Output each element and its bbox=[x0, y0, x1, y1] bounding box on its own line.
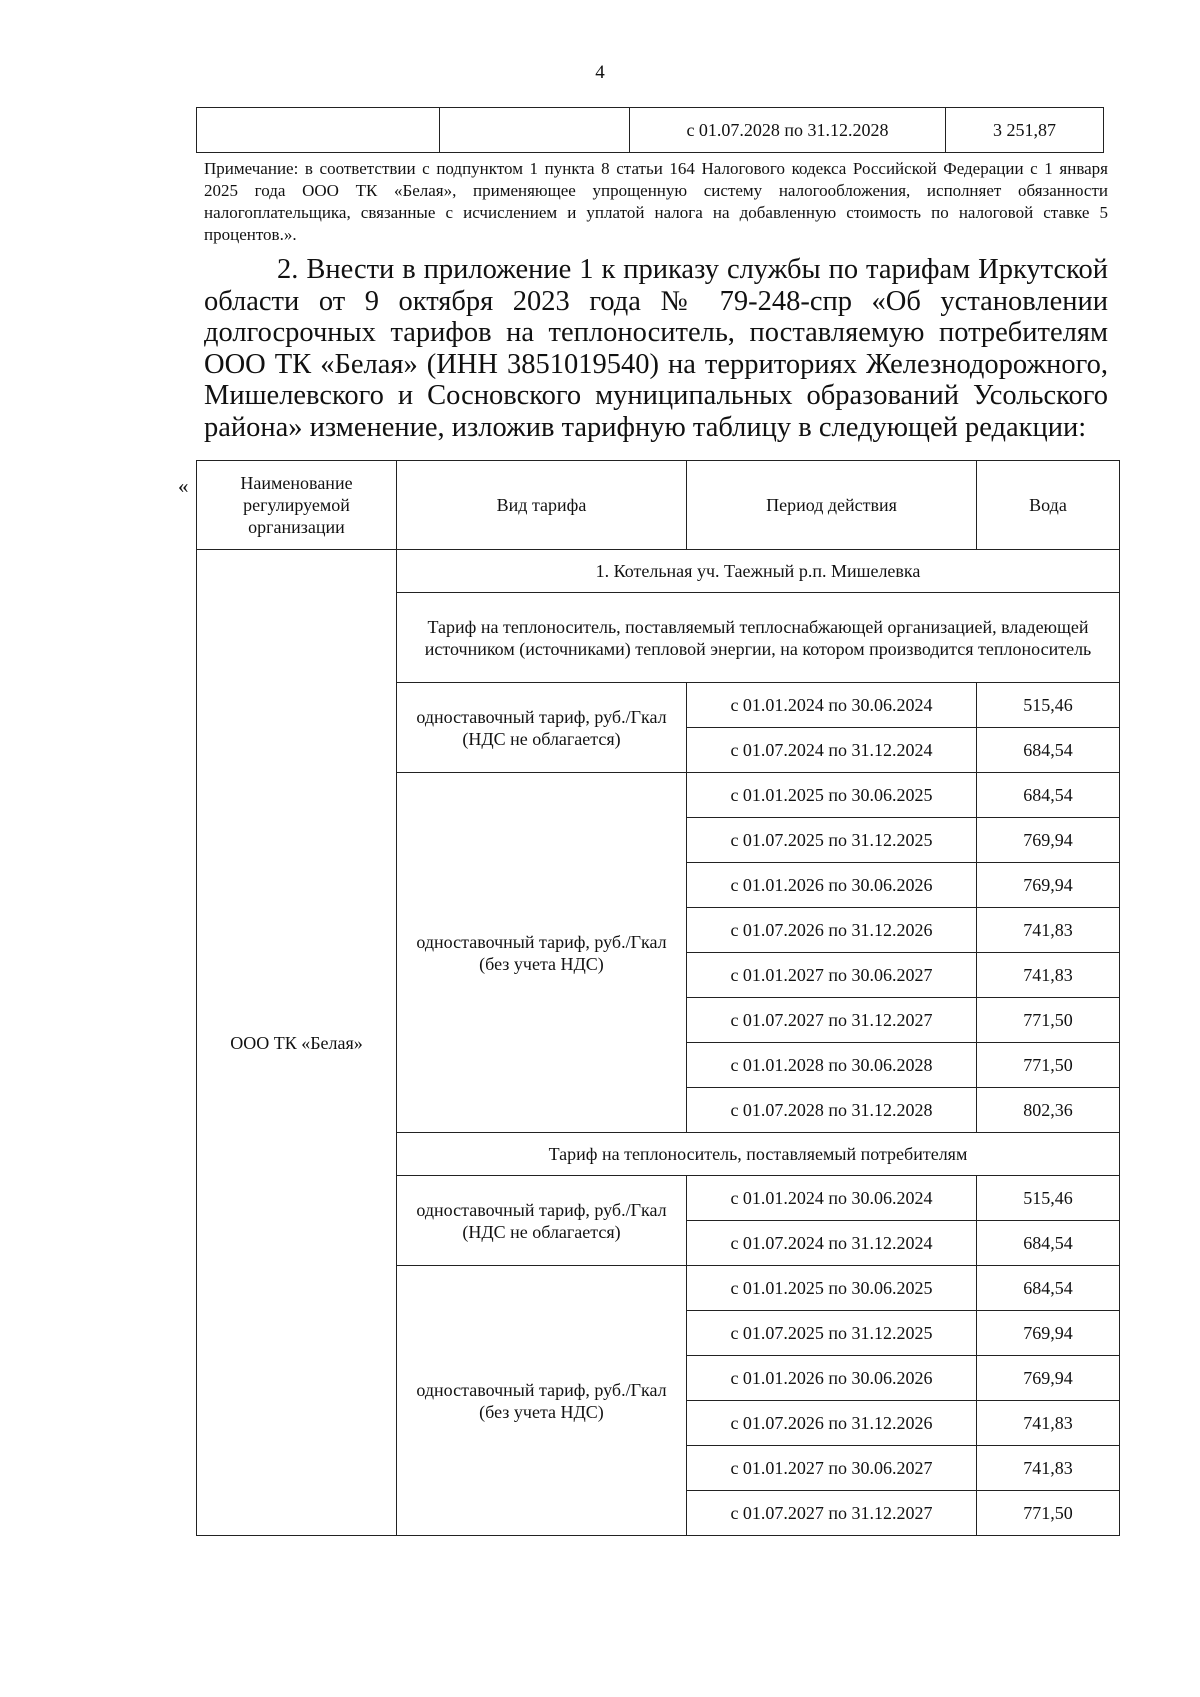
top-table-fragment bbox=[196, 107, 1104, 153]
period-cell: с 01.07.2027 по 31.12.2027 bbox=[687, 1491, 977, 1536]
value-cell: 741,83 bbox=[977, 1446, 1120, 1491]
empty-cell bbox=[440, 108, 630, 153]
paragraph-line: области от 9 октября 2023 года № 79-248-спр «Об установлении bbox=[204, 285, 1108, 317]
table-row bbox=[197, 108, 1104, 153]
period-cell: с 01.01.2028 по 30.06.2028 bbox=[687, 1043, 977, 1088]
value-cell: 684,54 bbox=[977, 1221, 1120, 1266]
subsection-title: Тариф на теплоноситель, поставляемый потребителям bbox=[397, 1133, 1120, 1176]
value-cell: 515,46 bbox=[977, 1176, 1120, 1221]
amendment-paragraph bbox=[204, 254, 1108, 443]
period-cell: с 01.07.2024 по 31.12.2024 bbox=[687, 1221, 977, 1266]
paragraph-line: долгосрочных тарифов на теплоноситель, поставляемую потребителям bbox=[204, 317, 1108, 348]
period-cell: с 01.07.2025 по 31.12.2025 bbox=[687, 1311, 977, 1356]
value-cell: 741,83 bbox=[977, 1401, 1120, 1446]
value-cell: 769,94 bbox=[977, 863, 1120, 908]
period-cell: с 01.01.2024 по 30.06.2024 bbox=[687, 683, 977, 728]
section-title: 1. Котельная уч. Таежный р.п. Мишелевка bbox=[397, 550, 1120, 593]
section-row bbox=[197, 550, 1120, 593]
value-cell: 515,46 bbox=[977, 683, 1120, 728]
period-cell: с 01.07.2028 по 31.12.2028 bbox=[630, 108, 946, 153]
header-period: Период действия bbox=[687, 461, 977, 550]
value-cell: 769,94 bbox=[977, 818, 1120, 863]
empty-cell bbox=[197, 108, 440, 153]
tariff-type-cell: одноставочный тариф, руб./Гкал (НДС не облагается) bbox=[397, 1176, 687, 1266]
value-cell: 769,94 bbox=[977, 1311, 1120, 1356]
table-header-row bbox=[197, 461, 1120, 550]
tariff-type-cell: одноставочный тариф, руб./Гкал (НДС не облагается) bbox=[397, 683, 687, 773]
opening-quote: « bbox=[178, 474, 189, 498]
header-tariff-type: Вид тарифа bbox=[397, 461, 687, 550]
page-number: 4 bbox=[595, 62, 605, 83]
value-cell: 771,50 bbox=[977, 1491, 1120, 1536]
value-cell: 769,94 bbox=[977, 1356, 1120, 1401]
period-cell: с 01.01.2027 по 30.06.2027 bbox=[687, 1446, 977, 1491]
paragraph-line: ООО ТК «Белая» (ИНН 3851019540) на территориях Железнодорожного, bbox=[204, 348, 1108, 380]
value-cell: 3 251,87 bbox=[946, 108, 1104, 153]
value-cell: 684,54 bbox=[977, 728, 1120, 773]
period-cell: с 01.01.2026 по 30.06.2026 bbox=[687, 1356, 977, 1401]
value-cell: 771,50 bbox=[977, 998, 1120, 1043]
period-cell: с 01.07.2026 по 31.12.2026 bbox=[687, 1401, 977, 1446]
tariff-table bbox=[196, 460, 1120, 1536]
subsection-title: Тариф на теплоноситель, поставляемый теплоснабжающей организацией, владеющей источником (источниками) тепловой энергии, на котором производится теплоноситель bbox=[397, 593, 1120, 683]
value-cell: 771,50 bbox=[977, 1043, 1120, 1088]
value-cell: 741,83 bbox=[977, 953, 1120, 998]
header-org: Наименование регулируемой организации bbox=[197, 461, 397, 550]
paragraph-line: Мишелевского и Сосновского муниципальных образований Усольского bbox=[204, 380, 1108, 411]
period-cell: с 01.01.2025 по 30.06.2025 bbox=[687, 773, 977, 818]
period-cell: с 01.07.2025 по 31.12.2025 bbox=[687, 818, 977, 863]
header-water: Вода bbox=[977, 461, 1120, 550]
period-cell: с 01.07.2028 по 31.12.2028 bbox=[687, 1088, 977, 1133]
organization-cell: ООО ТК «Белая» bbox=[197, 550, 397, 1536]
value-cell: 684,54 bbox=[977, 1266, 1120, 1311]
period-cell: с 01.07.2026 по 31.12.2026 bbox=[687, 908, 977, 953]
value-cell: 741,83 bbox=[977, 908, 1120, 953]
value-cell: 802,36 bbox=[977, 1088, 1120, 1133]
period-cell: с 01.01.2025 по 30.06.2025 bbox=[687, 1266, 977, 1311]
period-cell: с 01.01.2024 по 30.06.2024 bbox=[687, 1176, 977, 1221]
tariff-type-cell: одноставочный тариф, руб./Гкал (без учета НДС) bbox=[397, 1266, 687, 1536]
value-cell: 684,54 bbox=[977, 773, 1120, 818]
period-cell: с 01.01.2026 по 30.06.2026 bbox=[687, 863, 977, 908]
period-cell: с 01.07.2027 по 31.12.2027 bbox=[687, 998, 977, 1043]
paragraph-line: района» изменение, изложив тарифную таблицу в следующей редакции: bbox=[204, 411, 1087, 443]
paragraph-line: 2. Внести в приложение 1 к приказу службы по тарифам Иркутской bbox=[277, 254, 1108, 285]
period-cell: с 01.01.2027 по 30.06.2027 bbox=[687, 953, 977, 998]
period-cell: с 01.07.2024 по 31.12.2024 bbox=[687, 728, 977, 773]
tariff-type-cell: одноставочный тариф, руб./Гкал (без учета НДС) bbox=[397, 773, 687, 1133]
note-text: Примечание: в соответствии с подпунктом 1 пункта 8 статьи 164 Налогового кодекса Российской Федерации с 1 января 2025 года ООО ТК «Белая», применяющее упрощенную систему налогообложения, исполняет обязанности налогоплательщика, связанные с исчислением и уплатой налога на добавленную стоимость по налоговой ставке 5 процентов.». bbox=[204, 159, 1108, 244]
